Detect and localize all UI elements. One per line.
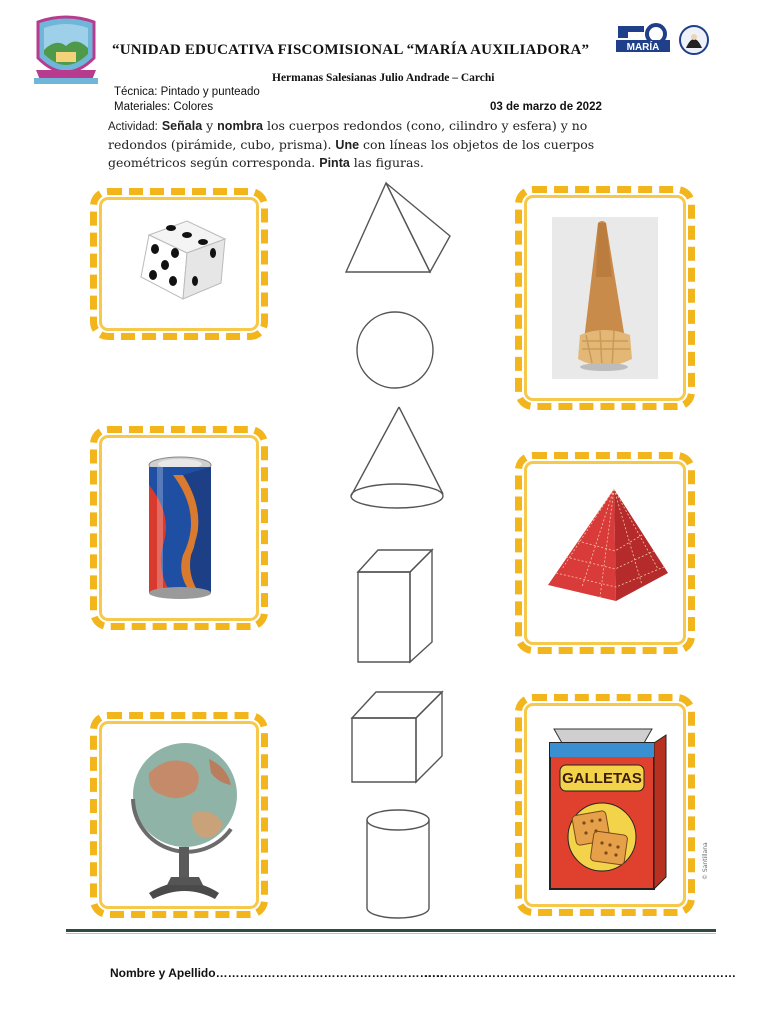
- footer-rule: [66, 929, 716, 932]
- activity-text-3: con líneas los objetos de los cuerpos geométricos según corresponda.: [108, 137, 595, 170]
- school-name: “UNIDAD EDUCATIVA FISCOMISIONAL “MARÍA AUXILIADORA”: [112, 42, 590, 58]
- activity-text-1: y: [202, 118, 218, 133]
- cone-shape[interactable]: [345, 404, 449, 514]
- date-line: 03 de marzo de 2022: [490, 101, 602, 113]
- activity-text-4: las figuras.: [349, 155, 424, 170]
- activity-keyword-2: nombra: [217, 119, 264, 133]
- frame-globe[interactable]: [90, 712, 268, 918]
- cube-shape[interactable]: [346, 688, 446, 784]
- cylinder-shape[interactable]: [362, 806, 434, 924]
- pyramid-shape[interactable]: [340, 180, 454, 276]
- cookie-box-label: GALLETAS: [562, 770, 642, 787]
- sphere-shape[interactable]: [350, 308, 440, 392]
- materials-line: Materiales: Colores: [114, 101, 214, 113]
- activity-instructions: [108, 117, 648, 172]
- ice-cream-cone-image: [552, 217, 658, 379]
- cookie-box-image: [540, 719, 672, 891]
- technique-line: Técnica: Pintado y punteado: [114, 86, 260, 98]
- frame-cookie-box[interactable]: [515, 694, 695, 916]
- activity-keyword-1: Señala: [161, 119, 203, 133]
- footer-rule-thin: [66, 933, 716, 934]
- globe-image: [119, 733, 249, 905]
- activity-text-2: los cuerpos redondos (cono, cilindro y esfera) y no redondos (pirámide, cubo, prisma).: [108, 118, 588, 152]
- name-field-dots[interactable]: ……………………………………………………………………: [424, 966, 736, 980]
- frame-ice-cream-cone[interactable]: [515, 186, 695, 410]
- publisher-credit: © Santillana: [702, 842, 709, 880]
- name-field-label[interactable]: Nombre y Apellido…………………………………………………: [110, 966, 444, 980]
- frame-dice[interactable]: [90, 188, 268, 340]
- activity-keyword-4: Pinta: [319, 156, 350, 170]
- frame-red-pyramid[interactable]: [515, 452, 695, 654]
- activity-label: Actividad:: [108, 121, 158, 133]
- dice-image: [131, 213, 231, 309]
- soda-can-image: [143, 455, 217, 605]
- red-pyramid-image: [542, 485, 672, 609]
- school-crest-logo: [32, 14, 100, 86]
- prism-shape[interactable]: [352, 546, 438, 666]
- anniversary-badge-logo: [614, 22, 714, 58]
- activity-keyword-3: Une: [335, 138, 360, 152]
- frame-soda-can[interactable]: [90, 426, 268, 630]
- badge-text: MARÍA: [626, 42, 660, 53]
- congregation-line: Hermanas Salesianas Julio Andrade – Carchi: [272, 72, 495, 84]
